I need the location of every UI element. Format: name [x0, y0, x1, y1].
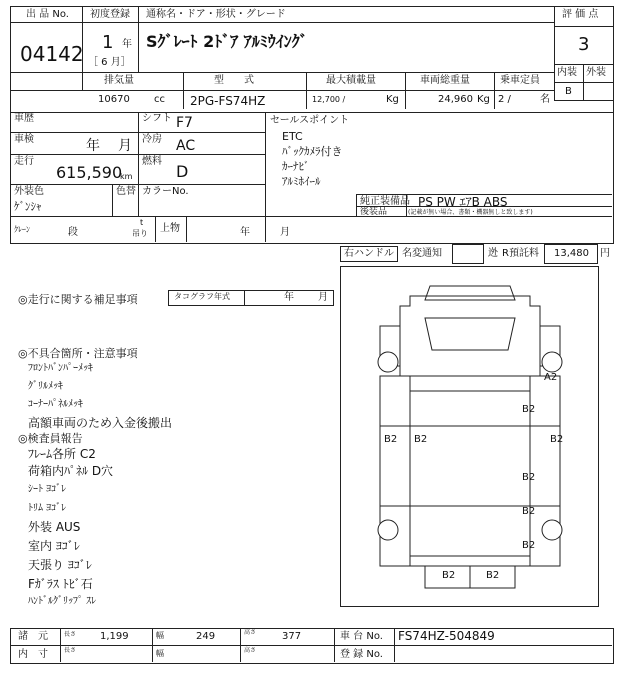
- sales-point: ｱﾙﾐﾎｲｰﾙ: [282, 175, 321, 188]
- vehicle-name: Sｸﾞﾚｰﾄ 2ﾄﾞｱ ｱﾙﾐｳｲﾝｸﾞ: [146, 32, 308, 51]
- fuel-value: D: [176, 162, 189, 181]
- crane-label: ｸﾚｰﾝ: [14, 225, 30, 234]
- interior-width-label: 幅: [156, 649, 164, 658]
- divider: [240, 628, 241, 662]
- divider: [10, 22, 554, 23]
- divider: [306, 72, 307, 109]
- divider: [265, 112, 266, 242]
- damage-mark: B2: [414, 434, 428, 445]
- inspector-item: ﾊﾝﾄﾞﾙｸﾞﾘｯﾌﾟ ｽﾚ: [28, 596, 97, 607]
- deposit-value: 13,480: [554, 248, 589, 259]
- lot-number: 04142: [20, 42, 84, 66]
- driving-notes-header: ◎走行に関する補足事項: [18, 293, 138, 306]
- damage-mark: B2: [550, 434, 564, 445]
- tacho-label: タコグラフ年式: [174, 292, 230, 301]
- lot-label: 出 品 No.: [26, 9, 69, 20]
- first-reg-label: 初度登録: [90, 9, 130, 20]
- damage-mark: B2: [384, 434, 398, 445]
- displacement-unit: cc: [154, 94, 165, 105]
- windshield: [425, 318, 515, 350]
- model-value: 2PG-FS74HZ: [190, 94, 266, 108]
- crane-on-label: 上物: [160, 223, 180, 234]
- defect-item: ｺｰﾅｰﾊﾟﾈﾙﾒｯｷ: [28, 399, 83, 410]
- tacho-month: 月: [318, 292, 328, 303]
- exterior-score-label: 外装: [586, 67, 606, 78]
- capacity-value: 2 /: [498, 94, 511, 105]
- interior-length-label: 長さ: [64, 647, 77, 654]
- inspection-year: 年: [86, 138, 100, 154]
- dims-label: 諸 元: [18, 631, 48, 642]
- divider: [356, 194, 357, 216]
- displacement-label: 排気量: [104, 75, 134, 86]
- fuel-label: 燃料: [142, 156, 162, 167]
- gross-weight-value: 24,960: [438, 94, 473, 105]
- ac-value: AC: [176, 138, 196, 154]
- defect-item: ｸﾞﾘﾙﾒｯｷ: [28, 381, 63, 392]
- displacement-value: 10670: [98, 94, 130, 105]
- equipment-label: 純正装備品: [360, 196, 410, 207]
- model-label: 型 式: [214, 75, 254, 86]
- divider: [334, 628, 335, 662]
- divider: [60, 628, 61, 662]
- color-no-label: カラーNo.: [142, 186, 189, 197]
- divider: [583, 64, 584, 100]
- sales-point: ETC: [282, 130, 303, 143]
- interior-dims-label: 内 寸: [18, 649, 48, 660]
- equipment-value: PS PW ｴｱB ABS: [418, 195, 508, 209]
- defects-header: ◎不具合箇所・注意事項: [18, 347, 138, 360]
- divider: [138, 112, 139, 216]
- wheel-rear-right: [542, 520, 562, 540]
- cab-outline: [400, 296, 540, 376]
- crane-lift: 吊り: [132, 229, 148, 238]
- capacity-unit: 名: [540, 94, 550, 105]
- defect-item: ﾌﾛﾝﾄﾊﾞﾝﾊﾟｰﾒｯｷ: [28, 363, 93, 374]
- tacho-year: 年: [284, 292, 294, 303]
- chassis-value: FS74HZ-504849: [398, 629, 495, 643]
- body-inner: [410, 391, 530, 556]
- gross-weight-label: 車両総重量: [420, 75, 470, 86]
- year-unit: 年: [122, 39, 132, 50]
- chassis-label: 車 台 No.: [340, 631, 383, 642]
- truck-diagram: [340, 266, 600, 608]
- shift-label: シフト: [142, 113, 172, 124]
- sales-point: ﾊﾞｯｸｶﾒﾗ付き: [282, 145, 343, 158]
- divider: [183, 72, 184, 109]
- wheel-rear-left: [378, 520, 398, 540]
- divider: [10, 90, 554, 91]
- ac-label: 冷房: [142, 134, 162, 145]
- max-load-value: 12,700 /: [312, 95, 346, 104]
- inspector-item: 外装 AUS: [28, 520, 81, 534]
- high-value-note: 高額車両のため入金後搬出: [28, 416, 173, 430]
- inspector-item: 室内 ﾖｺﾞﾚ: [28, 539, 80, 553]
- inspector-item: ﾌﾚｰﾑ各所 C2: [28, 447, 96, 461]
- inspector-item: Fｶﾞﾗｽ ﾄﾋﾞ石: [28, 577, 93, 591]
- divider: [10, 72, 554, 73]
- width-value: 249: [196, 631, 216, 642]
- gross-weight-unit: Kg: [477, 94, 490, 105]
- divider: [10, 154, 265, 155]
- deposit-unit: 円: [600, 248, 610, 259]
- grade-header: 通称名・ドア・形状・グレード: [146, 9, 286, 20]
- inspector-item: 天張り ﾖｺﾞﾚ: [28, 558, 92, 572]
- inspector-item: 荷箱内ﾊﾟﾈﾙ D穴: [28, 464, 114, 478]
- color-label: 外装色: [14, 186, 44, 197]
- inspector-item: ﾄﾘﾑ ﾖｺﾞﾚ: [28, 503, 67, 514]
- damage-mark: B2: [442, 570, 456, 581]
- height-value: 377: [282, 631, 302, 642]
- divider: [112, 184, 113, 216]
- divider: [155, 216, 156, 242]
- name-change-box: [452, 244, 484, 264]
- name-change-label: 名変通知: [402, 248, 442, 259]
- divider: [244, 290, 245, 305]
- score-value: 3: [578, 34, 590, 55]
- color-change-label: 色替: [116, 186, 136, 197]
- shift-value: F7: [176, 115, 193, 131]
- mileage-label: 走行: [14, 156, 34, 167]
- divider: [554, 26, 613, 27]
- divider: [10, 216, 612, 217]
- divider: [152, 628, 153, 662]
- inspector-item: ｼｰﾄ ﾖｺﾞﾚ: [28, 484, 67, 495]
- divider: [10, 645, 612, 646]
- height-label: 高さ: [244, 629, 257, 636]
- divider: [554, 100, 613, 101]
- damage-mark: B2: [522, 506, 536, 517]
- damage-mark: B2: [522, 404, 536, 415]
- damage-mark: B2: [522, 540, 536, 551]
- deposit-prefix: 迯: [488, 248, 498, 259]
- after-market-label: 後装品: [360, 207, 388, 217]
- first-reg-year: 1: [102, 32, 114, 53]
- length-label: 長さ: [64, 631, 77, 638]
- sales-points-label: セールスポイント: [270, 115, 350, 126]
- divider: [394, 628, 395, 662]
- crane-stage: 段: [68, 227, 78, 238]
- interior-height-label: 高さ: [244, 647, 257, 654]
- capacity-label: 乗車定員: [500, 75, 540, 86]
- divider: [10, 184, 265, 185]
- max-load-unit: Kg: [386, 94, 399, 105]
- history-label: 車歴: [14, 113, 34, 124]
- divider: [554, 6, 555, 100]
- color-value: ｹﾞﾝｼｬ: [14, 200, 42, 213]
- divider: [10, 132, 265, 133]
- after-market-note: (記載が無い場合、書類・機器無しと致します): [408, 209, 533, 216]
- length-value: 1,199: [100, 631, 129, 642]
- max-load-label: 最大積載量: [326, 75, 376, 86]
- divider: [494, 72, 495, 109]
- damage-mark: B2: [522, 472, 536, 483]
- crane-month: 月: [280, 227, 290, 238]
- divider: [138, 6, 139, 72]
- mileage-unit: km: [120, 172, 133, 181]
- inspection-label: 車検: [14, 134, 34, 145]
- interior-score-label: 内装: [557, 67, 577, 78]
- cab-roof: [425, 286, 515, 300]
- divider: [186, 216, 187, 242]
- interior-score: B: [565, 86, 572, 97]
- wheel-front-left: [378, 352, 398, 372]
- wheel-front-right: [542, 352, 562, 372]
- width-label: 幅: [156, 631, 164, 640]
- first-reg-month: ［ 6 月］: [88, 57, 131, 68]
- sales-point: ｶｰﾅﾋﾞ: [282, 160, 310, 173]
- damage-mark: B2: [486, 570, 500, 581]
- rhd-label: 右ハンドル: [344, 248, 394, 259]
- damage-mark: A2: [544, 372, 558, 383]
- crane-ton: t: [140, 218, 144, 227]
- registration-label: 登 録 No.: [340, 649, 383, 660]
- mileage-value: 615,590: [56, 163, 123, 182]
- inspector-header: ◎検査員報告: [18, 432, 83, 445]
- divider: [405, 72, 406, 109]
- score-label: 評 価 点: [562, 9, 599, 20]
- deposit-label: R預託料: [502, 248, 539, 259]
- crane-year: 年: [240, 227, 250, 238]
- inspection-month: 月: [118, 138, 132, 154]
